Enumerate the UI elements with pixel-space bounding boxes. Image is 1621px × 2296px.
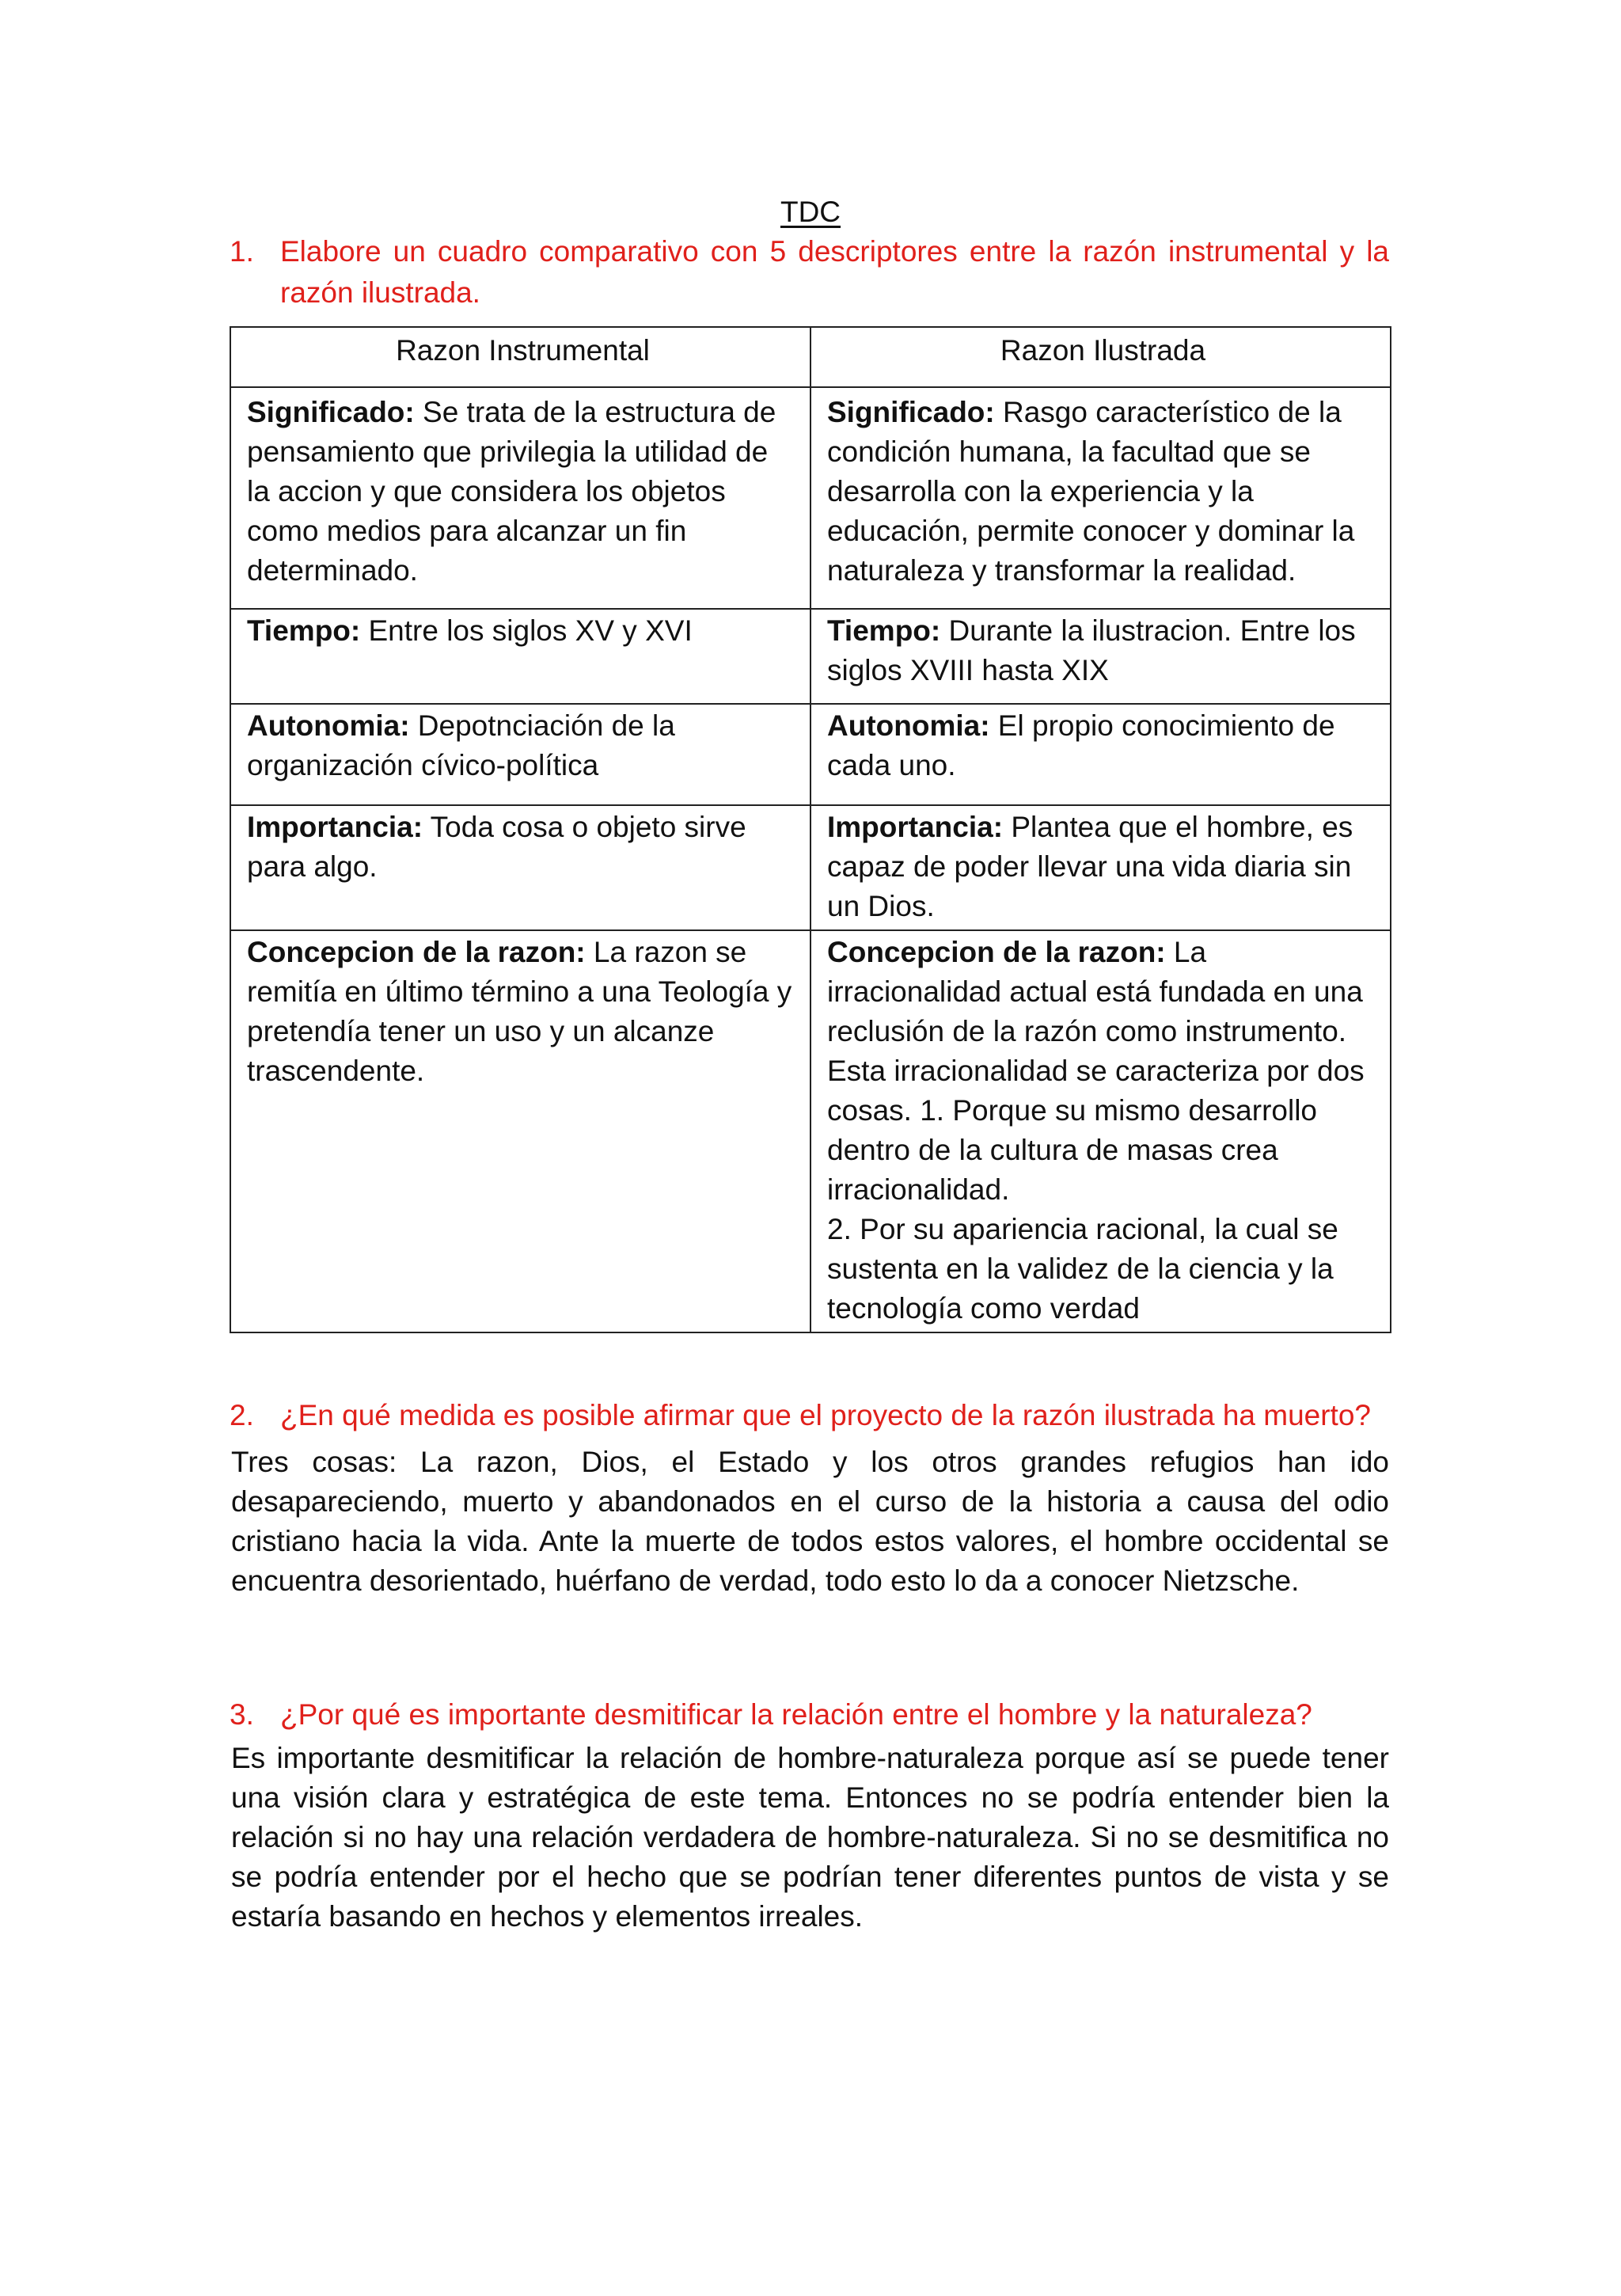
cell-label: Tiempo: xyxy=(247,614,361,647)
cell-text: La irracionalidad actual está fundada en una reclusión de la razón como instrumento. Esta irracionalidad se caracteriza por dos cosas. 1. Porque su mismo desarrollo dentro de la cultura de masas crea irracionalidad. xyxy=(827,936,1365,1206)
question-1-text: Elabore un cuadro comparativo con 5 descriptores entre la razón instrumental y la razón ilustrada. xyxy=(280,235,1389,309)
cell-text: El propio conocimiento de cada uno. xyxy=(827,709,1335,781)
cell-instrumental-concepcion xyxy=(230,930,810,1332)
cell-text-continued: 2. Por su apariencia racional, la cual se sustenta en la validez de la ciencia y la tecnología como verdad xyxy=(827,1213,1338,1325)
comparison-table xyxy=(230,326,1391,1333)
cell-instrumental-autonomia xyxy=(230,704,810,805)
cell-text: Durante la ilustracion. Entre los siglos XVIII hasta XIX xyxy=(827,614,1356,686)
cell-ilustrada-significado xyxy=(810,387,1391,609)
question-1 xyxy=(230,231,1389,314)
cell-label: Autonomia: xyxy=(247,709,410,742)
question-2 xyxy=(230,1395,1389,1436)
table-row-tiempo xyxy=(230,609,1391,704)
cell-instrumental-significado xyxy=(230,387,810,609)
cell-text: Depotnciación de la organización cívico-política xyxy=(247,709,675,781)
question-2-text: ¿En qué medida es posible afirmar que el proyecto de la razón ilustrada ha muerto? xyxy=(280,1399,1371,1431)
table-row-autonomia xyxy=(230,704,1391,805)
header-instrumental: Razon Instrumental xyxy=(230,327,810,387)
question-3-number: 3. xyxy=(230,1698,254,1731)
cell-label: Significado: xyxy=(827,396,995,428)
table-header-row xyxy=(230,327,1391,387)
cell-instrumental-importancia xyxy=(230,805,810,930)
document-title: TDC xyxy=(780,196,841,228)
cell-label: Importancia: xyxy=(247,811,423,843)
cell-ilustrada-importancia xyxy=(810,805,1391,930)
table-row-significado xyxy=(230,387,1391,609)
cell-label: Concepcion de la razon: xyxy=(827,936,1166,968)
cell-text: Rasgo característico de la condición humana, la facultad que se desarrolla con la experiencia y la educación, permite conocer y dominar la naturaleza y transformar la realidad. xyxy=(827,396,1355,587)
question-3-text: ¿Por qué es importante desmitificar la relación entre el hombre y la naturaleza? xyxy=(280,1698,1312,1731)
cell-instrumental-tiempo xyxy=(230,609,810,704)
question-1-number: 1. xyxy=(230,235,254,268)
cell-label: Importancia: xyxy=(827,811,1004,843)
cell-text: La razon se remitía en último término a una Teología y pretendía tener un uso y un alcanze trascendente. xyxy=(247,936,792,1087)
header-ilustrada: Razon Ilustrada xyxy=(810,327,1391,387)
cell-text: Se trata de la estructura de pensamiento que privilegia la utilidad de la accion y que considera los objetos como medios para alcanzar un fin determinado. xyxy=(247,396,776,587)
cell-text: Entre los siglos XV y XVI xyxy=(360,614,693,647)
cell-text: Plantea que el hombre, es capaz de poder llevar una vida diaria sin un Dios. xyxy=(827,811,1353,922)
cell-ilustrada-tiempo xyxy=(810,609,1391,704)
answer-3: Es importante desmitificar la relación de hombre-naturaleza porque así se puede tener una visión clara y estratégica de este tema. Entonces no se podría entender bien la relación si no hay una relación verdadera de hombre-naturaleza. Si no se desmitifica no se podría entender por el hecho que se podrían tener diferentes puntos de vista y se estaría basando en hechos y elementos irreales. xyxy=(231,1742,1389,1933)
cell-label: Autonomia: xyxy=(827,709,990,742)
cell-text: Toda cosa o objeto sirve para algo. xyxy=(247,811,746,883)
cell-label: Tiempo: xyxy=(827,614,941,647)
cell-ilustrada-autonomia xyxy=(810,704,1391,805)
question-2-number: 2. xyxy=(230,1399,254,1431)
table-row-concepcion xyxy=(230,930,1391,1332)
cell-label: Concepcion de la razon: xyxy=(247,936,586,968)
cell-label: Significado: xyxy=(247,396,415,428)
cell-ilustrada-concepcion xyxy=(810,930,1391,1332)
question-3 xyxy=(230,1694,1389,1735)
answer-2: Tres cosas: La razon, Dios, el Estado y los otros grandes refugios han ido desapareciendo, muerto y abandonados en el curso de la historia a causa del odio cristiano hacia la vida. Ante la muerte de todos estos valores, el hombre occidental se encuentra desorientado, huérfano de verdad, todo esto lo da a conocer Nietzsche. xyxy=(231,1446,1389,1597)
table-row-importancia xyxy=(230,805,1391,930)
